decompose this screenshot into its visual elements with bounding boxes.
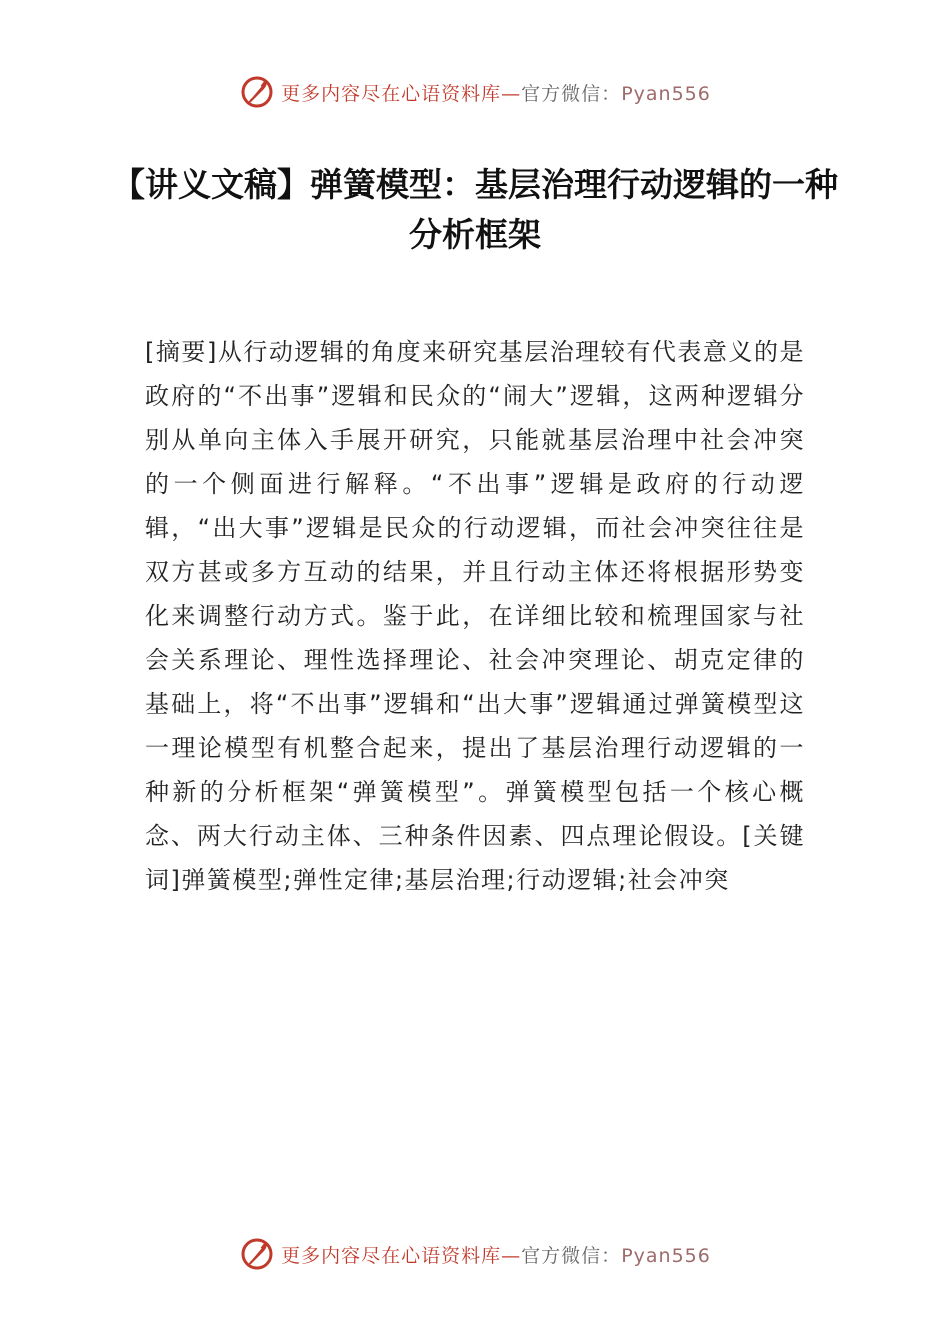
footer-banner-slogan: 更多内容尽在心语资料库— <box>281 1244 522 1267</box>
feather-pen-logo-icon <box>239 1236 275 1272</box>
header-banner-text <box>281 79 711 106</box>
header-banner <box>0 70 950 114</box>
footer-banner-text <box>281 1241 711 1268</box>
feather-pen-logo-icon <box>239 74 275 110</box>
header-banner-wechat-id: Pyan556 <box>621 82 711 105</box>
footer-banner <box>0 1232 950 1276</box>
document-abstract: [摘要]从行动逻辑的角度来研究基层治理较有代表意义的是政府的“不出事”逻辑和民众的“闹大”逻辑，这两种逻辑分别从单向主体入手展开研究，只能就基层治理中社会冲突的一个侧面进行解释。“不出事”逻辑是政府的行动逻辑，“出大事”逻辑是民众的行动逻辑，而社会冲突往往是双方甚或多方互动的结果，并且行动主体还将根据形势变化来调整行动方式。鉴于此，在详细比较和梳理国家与社会关系理论、理性选择理论、社会冲突理论、胡克定律的基础上，将“不出事”逻辑和“出大事”逻辑通过弹簧模型这一理论模型有机整合起来，提出了基层治理行动逻辑的一种新的分析框架“弹簧模型”。弹簧模型包括一个核心概念、两大行动主体、三种条件因素、四点理论假设。[关键词]弹簧模型;弹性定律;基层治理;行动逻辑;社会冲突 <box>145 338 805 894</box>
header-banner-wechat-label: 官方微信： <box>521 82 622 105</box>
footer-banner-wechat-label: 官方微信： <box>521 1244 622 1267</box>
header-banner-slogan: 更多内容尽在心语资料库— <box>281 82 522 105</box>
footer-banner-wechat-id: Pyan556 <box>621 1244 711 1267</box>
document-title: 【讲义文稿】弹簧模型：基层治理行动逻辑的一种分析框架 <box>112 165 838 254</box>
